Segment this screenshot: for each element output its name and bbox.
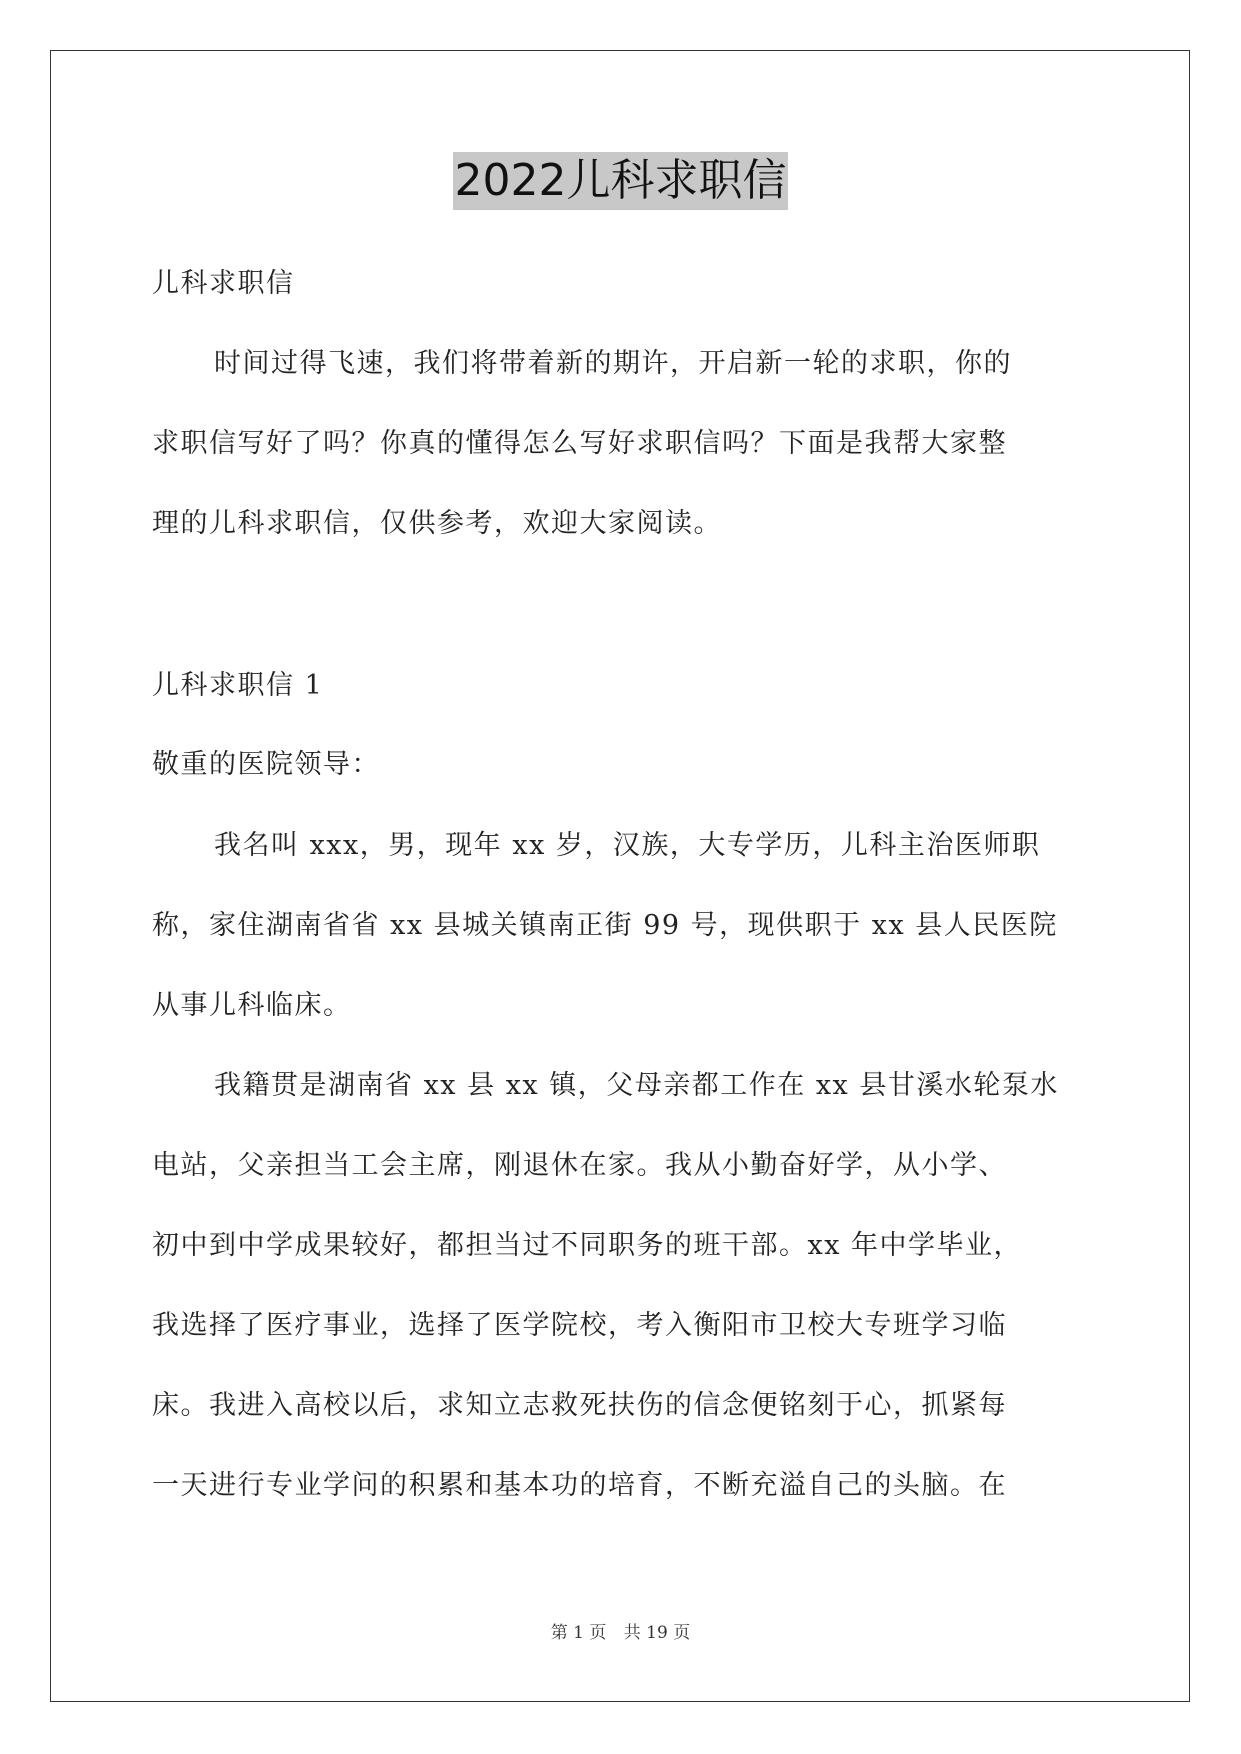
page-number: 第 1 页	[550, 1623, 607, 1643]
subtitle: 儿科求职信	[152, 268, 295, 299]
salutation: 敬重的医院领导：	[152, 749, 380, 780]
paragraph2-line-1: 我籍贯是湖南省 xx 县 xx 镇，父母亲都工作在 xx 县甘溪水轮泵水	[214, 1070, 1059, 1101]
intro-line-1: 时间过得飞速，我们将带着新的期许，开启新一轮的求职，你的	[214, 348, 1012, 379]
paragraph2-line-4: 我选择了医疗事业，选择了医学院校，考入衡阳市卫校大专班学习临	[152, 1310, 1007, 1341]
intro-line-3: 理的儿科求职信，仅供参考，欢迎大家阅读。	[152, 508, 722, 539]
page-total: 共 19 页	[623, 1623, 691, 1643]
title-wrap	[0, 152, 1241, 210]
paragraph2-line-2: 电站，父亲担当工会主席，刚退休在家。我从小勤奋好学，从小学、	[152, 1150, 1007, 1181]
paragraph1-line-1: 我名叫 xxx，男，现年 xx 岁，汉族，大专学历，儿科主治医师职	[214, 830, 1041, 861]
paragraph2-line-6: 一天进行专业学问的积累和基本功的培育，不断充溢自己的头脑。在	[152, 1470, 1007, 1501]
section-heading: 儿科求职信 1	[152, 670, 324, 701]
paragraph1-line-2: 称，家住湖南省省 xx 县城关镇南正街 99 号，现供职于 xx 县人民医院	[152, 910, 1058, 941]
paragraph2-line-3: 初中到中学成果较好，都担当过不同职务的班干部。xx 年中学毕业，	[152, 1230, 1023, 1261]
paragraph2-line-5: 床。我进入高校以后，求知立志救死扶伤的信念便铭刻于心，抓紧每	[152, 1390, 1007, 1421]
paragraph1-line-3: 从事儿科临床。	[152, 990, 352, 1021]
page-footer	[0, 1618, 1241, 1643]
document-title: 2022儿科求职信	[453, 152, 789, 210]
intro-line-2: 求职信写好了吗？你真的懂得怎么写好求职信吗？下面是我帮大家整	[152, 428, 1007, 459]
